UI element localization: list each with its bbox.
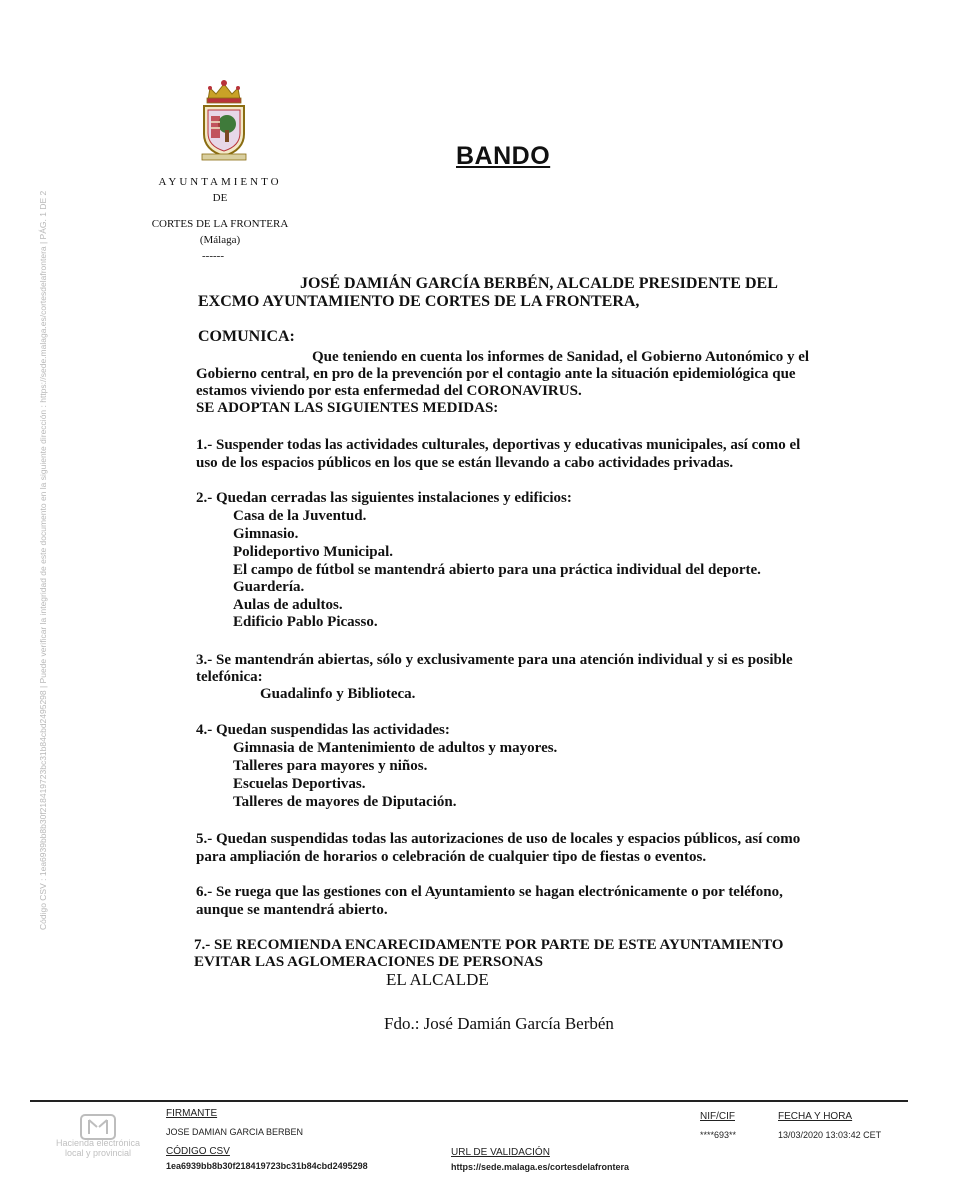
municipality-line1: AYUNTAMIENTO (158, 176, 282, 188)
footer-logo-line1: Hacienda electrónica (55, 1138, 141, 1148)
medidas-title: SE ADOPTAN LAS SIGUIENTES MEDIDAS: (196, 400, 499, 416)
document-title: BANDO (456, 142, 551, 170)
item4-list-item: Talleres para mayores y niños. (233, 758, 428, 774)
municipality-block (150, 174, 290, 264)
item2-list-item: Edificio Pablo Picasso. (233, 614, 378, 630)
item2-list-item: El campo de fútbol se mantendrá abierto para una práctica individual del deporte. (233, 562, 761, 578)
item3-list-item: Guadalinfo y Biblioteca. (260, 686, 416, 702)
item1-line-1: 1.- Suspender todas las actividades culturales, deportivas y educativas municipales, así como el (196, 437, 801, 453)
item2-title: 2.- Quedan cerradas las siguientes instalaciones y edificios: (196, 490, 572, 506)
fecha-value: 13/03/2020 13:03:42 CET (778, 1130, 882, 1140)
nif-label: NIF/CIF (700, 1111, 735, 1122)
para1-line-3: estamos viviendo por esta enfermedad del CORONAVIRUS. (196, 383, 582, 399)
footer-logo-text (50, 1138, 146, 1158)
csv-label: CÓDIGO CSV (166, 1146, 230, 1157)
intro-line-2: EXCMO AYUNTAMIENTO DE CORTES DE LA FRONTERA, (198, 293, 640, 310)
firmante-label: FIRMANTE (166, 1108, 218, 1119)
fecha-label: FECHA Y HORA (778, 1111, 853, 1122)
signature-title: EL ALCALDE (386, 970, 489, 989)
item4-list-item: Escuelas Deportivas. (233, 776, 366, 792)
item2-list-item: Polideportivo Municipal. (233, 544, 394, 560)
municipality-line2: DE (212, 192, 228, 204)
municipality-province: (Málaga) (199, 234, 241, 246)
item4-list-item: Talleres de mayores de Diputación. (233, 794, 457, 810)
item7-line-1: 7.- SE RECOMIENDA ENCARECIDAMENTE POR PARTE DE ESTE AYUNTAMIENTO (194, 937, 784, 953)
url-value[interactable]: https://sede.malaga.es/cortesdelafrontera (451, 1162, 630, 1172)
item5-line-1: 5.- Quedan suspendidas todas las autorizaciones de uso de locales y espacios públicos, así como (196, 831, 801, 847)
item6-line-1: 6.- Se ruega que las gestiones con el Ayuntamiento se hagan electrónicamente o por teléfono, (196, 884, 783, 900)
municipality-divider: ------ (202, 250, 224, 262)
item4-title: 4.- Quedan suspendidas las actividades: (196, 722, 450, 738)
url-label: URL DE VALIDACIÓN (451, 1147, 550, 1158)
item3-line-2: telefónica: (196, 669, 263, 685)
item1-line-2: uso de los espacios públicos en los que se están llevando a cabo actividades privadas. (196, 455, 734, 471)
footer-divider (30, 1100, 908, 1102)
item2-list-item: Aulas de adultos. (233, 597, 343, 613)
para1-line-1: Que teniendo en cuenta los informes de Sanidad, el Gobierno Autonómico y el (312, 349, 810, 365)
item2-list-item: Guardería. (233, 579, 305, 595)
municipality-name: CORTES DE LA FRONTERA (151, 218, 289, 230)
footer-logo-line2: local y provincial (64, 1148, 132, 1158)
csv-value: 1ea6939bb8b30f218419723bc31b84cbd2495298 (166, 1161, 368, 1171)
item6-line-2: aunque se mantendrá abierto. (196, 902, 388, 918)
coat-of-arms-icon (196, 78, 252, 164)
nif-value: ****693** (700, 1130, 737, 1140)
item2-list-item: Gimnasio. (233, 526, 299, 542)
item5-line-2: para ampliación de horarios o celebración de cualquier tipo de fiestas o eventos. (196, 849, 707, 865)
para1-line-2: Gobierno central, en pro de la prevención por el contagio ante la situación epidemiológica que (196, 366, 796, 382)
firmante-value: JOSE DAMIAN GARCIA BERBEN (166, 1127, 304, 1137)
item7-line-2: EVITAR LAS AGLOMERACIONES DE PERSONAS (194, 954, 543, 970)
item2-list-item: Casa de la Juventud. (233, 508, 367, 524)
comunica-label: COMUNICA: (198, 328, 295, 345)
signature-name: Fdo.: José Damián García Berbén (384, 1014, 614, 1033)
intro-line-1: JOSÉ DAMIÁN GARCÍA BERBÉN, ALCALDE PRESIDENTE DEL (300, 275, 778, 292)
item4-list-item: Gimnasia de Mantenimiento de adultos y mayores. (233, 740, 558, 756)
side-csv-note: Código CSV : 1ea6939bb8b30f218419723bc31b84cbd2495298 | Puede verificar la integridad de este documento en la siguiente dirección : https://sede.malaga.es/cortesdelafrontera | PÁG. 1 DE 2 (38, 190, 48, 930)
item3-line-1: 3.- Se mantendrán abiertas, sólo y exclusivamente para una atención individual y si es posible (196, 652, 793, 668)
hacienda-logo-icon (80, 1114, 116, 1140)
